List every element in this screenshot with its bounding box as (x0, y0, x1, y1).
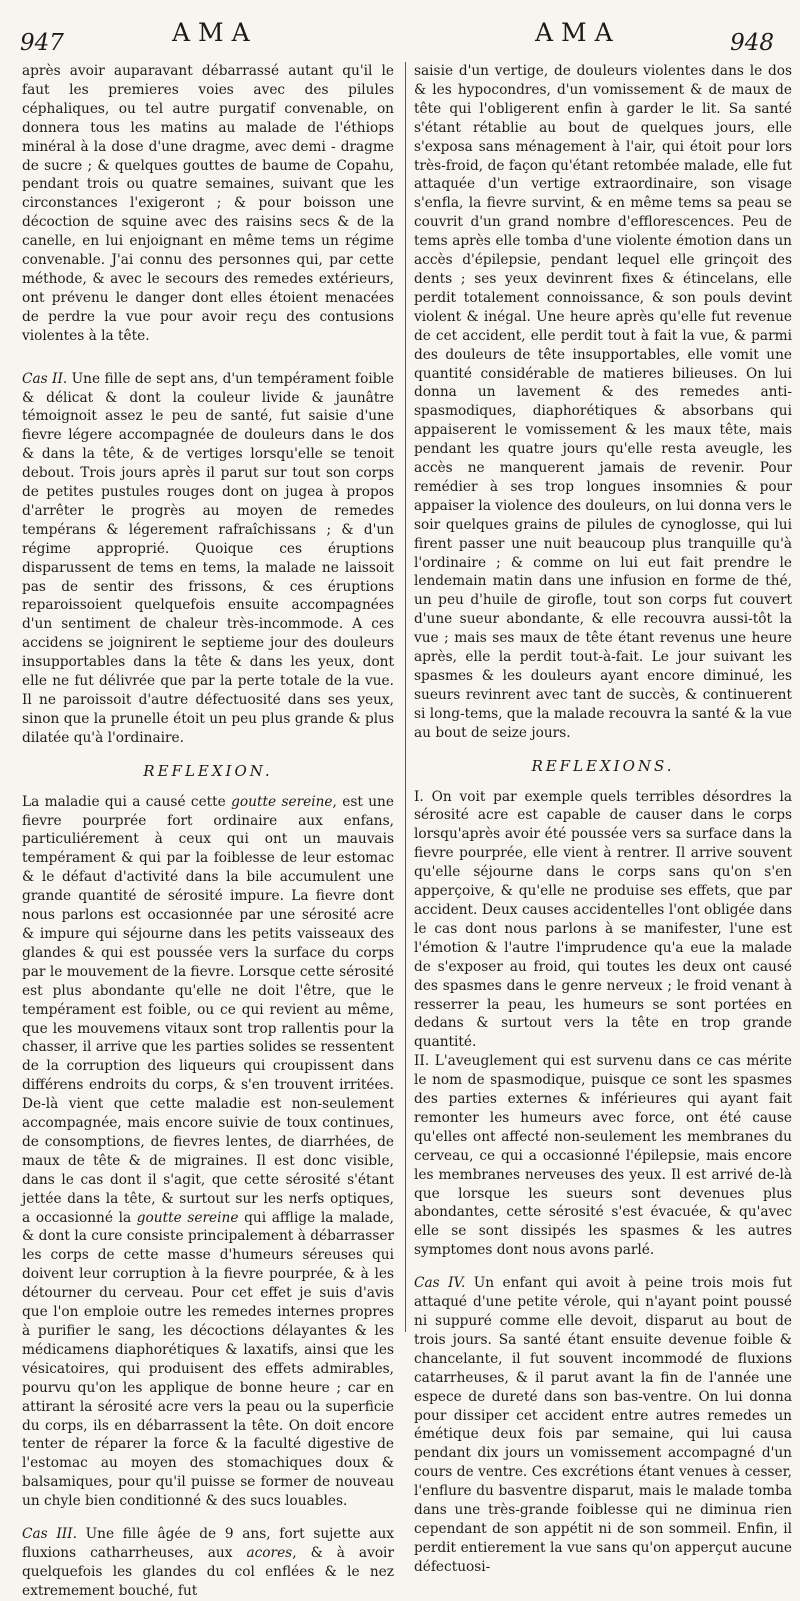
reflexion-text-b: , est une fievre pourprée fort ordinaire aux enfans, particuliérement à ceux qui ont un mauvais tempérament & qui par la foiblesse de leur estomac & le défaut d'activité dans la bile accumulent une grande quantité de sérosité impure. La fievre dont nous parlons est occasionnée par une sérosité acre & impure qui séjourne dans les petits vaisseaux des glandes & qui est poussée vers la surface du corps par le mouvement de la fievre. Lorsque cette sérosité est plus abondante qu'elle ne doit l'être, que le tempérament est foible, ou ce qui revient au même, que les mouvemens vitaux sont trop rallentis pour la chasser, il arrive que les parties solides se ressentent de la corruption des liqueurs qui croupissent dans différens endroits du corps, & s'en trouvent irritées. De-là vient que cette maladie est non-seulement accompagnée, mais encore suivie de toux continues, de consomptions, de fievres lentes, de diarrhées, de maux de tête & de migraines. Il est donc visible, dans le cas dont il s'agit, que cette sérosité s'étant jettée dans la tête, & surtout sur les nerfs optiques, a occasionné la (22, 793, 394, 1226)
right-column (414, 62, 792, 1577)
right-page-number: 948 (730, 30, 774, 56)
case-iii-text-b: , & à avoir quelquefois les glandes du col enflées & le nez extremement bouché, fut (22, 1544, 394, 1599)
case-ii-label: Cas II. (22, 370, 68, 387)
case-ii-text: Une fille de sept ans, d'un tempérament foible & délicat & dont la couleur livide & jaunâtre témoignoit assez le peu de santé, fut saisie d'une fievre légere accompagnée de douleurs dans le dos & dans la tête, & de vertiges lorsqu'elle se tenoit debout. Trois jours après il parut sur tout son corps de petites pustules rouges dont on jugea à propos d'arrêter le progrès au moyen de remedes tempérans & légerement rafraîchissans ; & d'un régime approprié. Quoique ces éruptions disparussent de tems en tems, la malade ne laissoit pas de sentir des frissons, & ces éruptions reparoissoient quelquefois ensuite accompagnées d'un sentiment de chaleur très-incommode. A ces accidens se joignirent le septieme jour des douleurs insupportables dans la tête & dans les yeux, dont elle ne fut délivrée que par la perte totale de la vue. Il ne paroissoit d'autre défectuosité dans ses yeux, sinon que la prunelle étoit un peu plus grande & plus dilatée qu'à l'ordinaire. (22, 370, 394, 746)
case-ii-paragraph (22, 370, 394, 748)
case-iii-text-a: Une fille âgée de 9 ans, fort sujette aux fluxions catharrheuses, aux (22, 1526, 394, 1561)
case-iii-label: Cas III. (22, 1526, 77, 1543)
case-iv-text: Un enfant qui avoit à peine trois mois fut attaqué d'une petite vérole, qui n'ayant point poussé ni suppuré comme elle devoit, disparut au bout de trois jours. Sa santé étant ensuite devenue foible & chancelante, il fut souvent incommodé de fluxions catarrheuses, & il parut avant la fin de l'année une espece de dureté dans son bas-ventre. On lui donna pour dissiper cet accident entre autres remedes un émétique deux fois par semaine, qui lui causa pendant dix jours un vomissement accompagné d'un cours de ventre. Ces excrétions étant venues à cesser, l'enflure du basventre disparut, mais le malade tomba dans une très-grande foiblesse qui ne diminua rien cependant de son appétit ni de son sommeil. Enfin, il perdit entierement la vue sans qu'on apperçut aucune défectuosi- (414, 1275, 792, 1575)
case-iv-paragraph (414, 1274, 792, 1577)
goutte-sereine-term: goutte sereine (136, 1209, 239, 1226)
left-column (22, 62, 394, 1601)
paragraph-continuation: après avoir auparavant débarrassé autant qu'il le faut les premieres voies avec des pilules céphaliques, ou tel autre purgatif convenable, on donnera tous les matins au malade de l'éthiops minéral à la dose d'une dragme, avec demi - dragme de sucre ; & quelques gouttes de baume de Copahu, pendant trois ou quatre semaines, suivant que les circonstances l'exigeront ; & pour boisson une décoction de squine avec des raisins secs & de la canelle, en lui enjoignant en même tems un régime convenable. J'ai connu des personnes qui, par cette méthode, & avec le secours des remedes extérieurs, ont prévenu le danger dont elles étoient menacées de perdre la vue pour avoir reçu des contusions violentes à la tête. (22, 63, 394, 344)
column-divider (405, 62, 406, 1332)
page-header (0, 18, 800, 58)
reflexion-item-i: I. On voit par exemple quels terribles désordres la sérosité acre est capable de causer dans le corps lorsqu'après avoir été poussée vers sa surface dans la fievre pourprée, elle vient à rentrer. Il arrive souvent qu'elle séjourne dans le corps sans qu'on s'en apperçoive, & qu'elle ne produise ses effets, que par accident. Deux causes accidentelles l'ont obligée dans le cas dont nous parlons à se manifester, l'une est l'émotion & l'autre l'imprudence qu'a eue la malade de s'exposer au froid, qui toutes les deux ont causé des spasmes dans le genre nerveux ; le froid venant à resserrer la peau, les humeurs se sont portées en dedans & surtout vers la tête en trop grande quantité. (414, 788, 792, 1051)
acores-term: acores (246, 1544, 293, 1561)
reflexion-text-c: qui afflige la malade, & dont la cure consiste principalement à débarrasser les corps de cette masse d'humeurs séreuses qui doivent leur corruption à la fievre pourprée, & à les détourner du cerveau. Pour cet effet je suis d'avis que l'on emploie outre les remedes internes propres à purifier le sang, les décoctions délayantes & les médicamens diaphorétiques & laxatifs, ainsi que les vésicatoires, qui produisent des effets admirables, pourvu qu'on les applique de bonne heure ; car en attirant la sérosité acre vers la peau ou la superficie du corps, ils en débarrassent la tête. On doit encore tenter de réparer la force & la faculté digestive de l'estomac au moyen des stomachiques doux & balsamiques, pour qu'il puisse se former de nouveau un chyle bien conditionné & des sucs louables. (22, 1209, 394, 1510)
reflexion-item-ii: II. L'aveuglement qui est survenu dans ce cas mérite le nom de spasmodique, puisque ce sont les spasmes des parties externes & inférieures qui ayant fait remonter les humeurs avec force, ont été cause qu'elles ont affecté non-seulement les membranes du cerveau, ce qui a occasionné l'épilepsie, mais encore les membranes nerveuses des yeux. Il est arrivé de-là que lorsque les sueurs sont devenues plus abondantes, cette sérosité s'est évacuée, & qu'avec elle se sont dissipés les spasmes & les autres symptomes dont nous avons parlé. (414, 1053, 792, 1259)
right-running-title: AMA (535, 18, 621, 47)
left-page-number: 947 (20, 30, 64, 56)
reflexions-heading: REFLEXIONS. (531, 756, 675, 775)
reflexion-text-a: La maladie qui a causé cette (22, 793, 232, 810)
goutte-sereine-term: goutte sereine (231, 793, 333, 810)
reflexion-paragraph (22, 793, 394, 1511)
left-running-title: AMA (172, 18, 258, 47)
case-iii-paragraph (22, 1525, 394, 1601)
case-iii-continuation: saisie d'un vertige, de douleurs violentes dans le dos & les hypocondres, d'un vomissement & de maux de tête qui l'obligerent enfin à garder le lit. Sa santé s'étant rétablie au bout de quelques jours, elle s'exposa sans ménagement à l'air, qui étoit pour lors très-froid, de façon qu'étant retombée malade, elle fut attaquée d'un vertige extraordinaire, son visage s'enfla, la fievre survint, & en même tems sa peau se couvrit d'un grand nombre d'efflorescences. Peu de tems après elle tomba d'une violente émotion dans un accès d'épilepsie, pendant lequel elle grinçoit des dents ; ses yeux devinrent fixes & étincelans, elle perdit totalement connoissance, & son pouls devint violent & inégal. Une heure après qu'elle fut revenue de cet accident, elle perdit tout à fait la vue, & parmi des douleurs de tête insupportables, elle vomit une quantité considérable de matieres bilieuses. On lui donna un lavement & des remedes anti-spasmodiques, diaphorétiques & absorbans qui appaiserent le vomissement & les maux tête, mais pendant les quatre jours qu'elle resta aveugle, les accès ne manquerent jamais de revenir. Pour remédier à ses trop longues insomnies & pour appaiser la violence des douleurs, on lui donna vers le soir quelques grains de pilules de cynoglosse, qui lui firent passer une nuit beaucoup plus tranquille qu'à l'ordinaire ; & comme on lui eut fait prendre le lendemain matin dans une infusion en forme de thé, un peu d'huile de girofle, tout son corps fut couvert d'une sueur abondante, & elle recouvra aussi-tôt la vue ; mais ses maux de tête étant revenus une heure après, elle la perdit tout-à-fait. Le jour suivant les spasmes & les douleurs ayant encore diminué, les sueurs revinrent avec tant de succès, & continuerent si long-tems, que la malade recouvra la santé & la vue au bout de seize jours. (414, 63, 792, 741)
case-iv-label: Cas IV. (414, 1275, 466, 1292)
reflexion-heading: REFLEXION. (143, 761, 273, 780)
